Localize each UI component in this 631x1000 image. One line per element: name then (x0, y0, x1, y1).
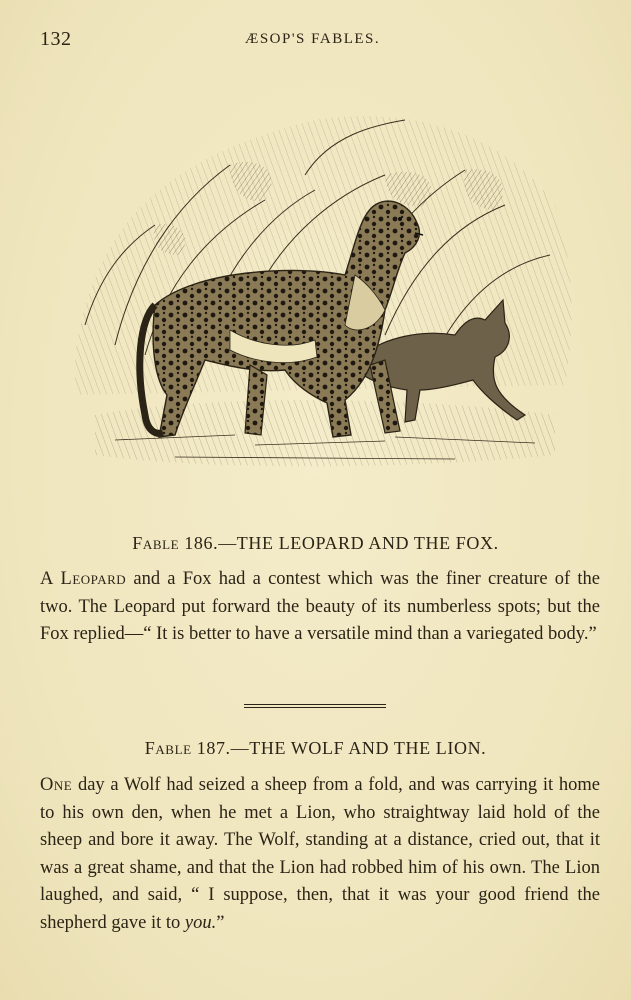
section-divider-second-line (244, 707, 386, 708)
page-header (40, 28, 600, 52)
fable-186-heading (0, 533, 631, 554)
fable-187-label: Fable 187. (144, 738, 231, 758)
fable-186-body: and a Fox had a contest which was the finer creature of the two. The Leopard put forward the beauty of its numberless spots; but the Fox replied—“ It is better to have a versatile mind than a variegated body.” (40, 569, 601, 644)
fable-187-heading (0, 738, 631, 759)
fable-187-body: day a Wolf had seized a sheep from a fold, and was carrying it home to his own den, when he met a Lion, who straightway laid hold of the sheep and bore it away. The Wolf, standing at a distance, cried out, that it was a great shame, and that the Lion had robbed him of his own. The Lion laughed, and said, “ I suppose, then, that it was your good friend the shepherd gave it to (40, 775, 600, 933)
fable-187-body-end: ” (216, 912, 225, 933)
fable-187-lead: One (40, 775, 73, 795)
page-number: 132 (40, 28, 72, 50)
fable-187-text (40, 772, 600, 937)
fable-187-emphasis: you. (184, 912, 217, 933)
fable-186-text (40, 566, 600, 649)
fable-187-title: —THE WOLF AND THE LION. (230, 738, 487, 758)
fable-186-title: —THE LEOPARD AND THE FOX. (218, 533, 499, 553)
fable-186-lead: A Leopard (40, 569, 127, 589)
section-divider (244, 704, 386, 705)
fable-186-label: Fable 186. (132, 533, 219, 553)
leopard-fox-illustration (55, 95, 585, 490)
running-title: ÆSOP'S FABLES. (245, 31, 381, 47)
